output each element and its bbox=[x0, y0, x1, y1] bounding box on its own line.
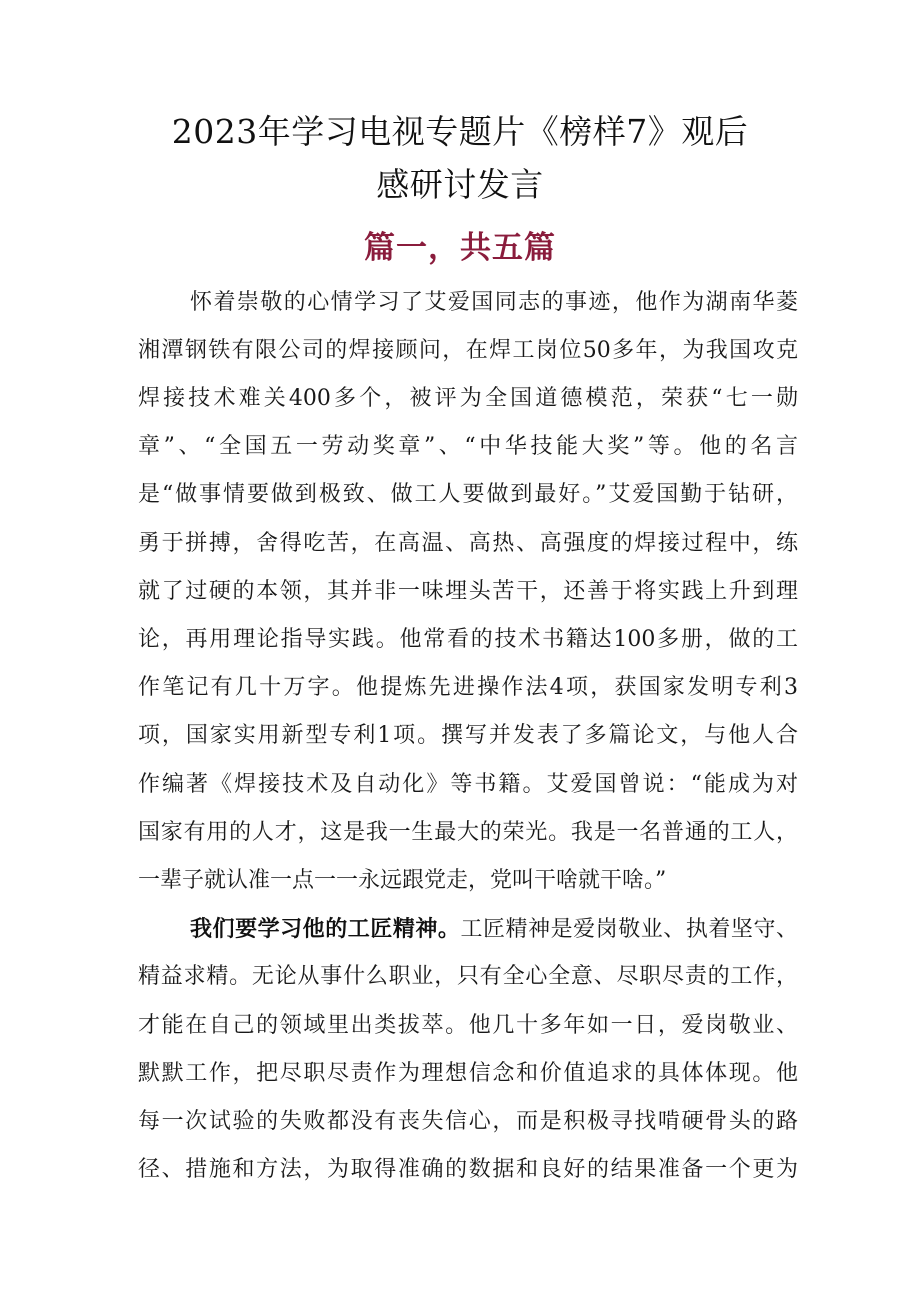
paragraph-line: 作编著《焊接技术及自动化》等书籍。艾爱国曾说：“能成为对 bbox=[138, 772, 798, 797]
document-title-line-1: 2023年学习电视专题片《榜样7》观后 bbox=[171, 112, 749, 151]
paragraph-line: 湘潭钢铁有限公司的焊接顾问，在焊工岗位50多年，为我国攻克 bbox=[138, 338, 798, 363]
paragraph-line: 精益求精。无论从事什么职业，只有全心全意、尽职尽责的工作， bbox=[138, 964, 798, 989]
paragraph-line: 是“做事情要做到极致、做工人要做到最好。”艾爱国勤于钻研， bbox=[138, 482, 798, 507]
paragraph-line: 作笔记有几十万字。他提炼先进操作法4项，获国家发明专利3 bbox=[138, 675, 798, 700]
paragraph-line: 才能在自己的领域里出类拔萃。他几十多年如一日，爱岗敬业、 bbox=[138, 1013, 798, 1038]
paragraph-lead-line bbox=[190, 914, 798, 945]
paragraph-line: 就了过硬的本领，其并非一味埋头苦干，还善于将实践上升到理 bbox=[138, 579, 798, 604]
document-subtitle: 篇一，共五篇 bbox=[364, 230, 556, 266]
document-title-line-2: 感研讨发言 bbox=[376, 165, 544, 204]
paragraph-line: 项，国家实用新型专利1项。撰写并发表了多篇论文，与他人合 bbox=[138, 723, 798, 748]
paragraph-line: 径、措施和方法，为取得准确的数据和良好的结果准备一个更为 bbox=[138, 1157, 798, 1182]
paragraph-line: 每一次试验的失败都没有丧失信心，而是积极寻找啃硬骨头的路 bbox=[138, 1109, 798, 1134]
paragraph-line: 默默工作，把尽职尽责作为理想信念和价值追求的具体体现。他 bbox=[138, 1061, 798, 1086]
paragraph-line: 一辈子就认准一点一一永远跟党走，党叫干啥就干啥。” bbox=[138, 868, 667, 893]
bold-lead-sentence: 我们要学习他的工匠精神。 bbox=[190, 916, 461, 942]
paragraph-line: 怀着崇敬的心情学习了艾爱国同志的事迹，他作为湖南华菱 bbox=[190, 290, 798, 315]
paragraph-line: 勇于拼搏，舍得吃苦，在高温、高热、高强度的焊接过程中，练 bbox=[138, 531, 798, 556]
paragraph-line: 焊接技术难关400多个，被评为全国道德模范，荣获“七一勋 bbox=[138, 386, 798, 411]
paragraph-line: 论，再用理论指导实践。他常看的技术书籍达100多册，做的工 bbox=[138, 627, 798, 652]
paragraph-line: 章”、“全国五一劳动奖章”、“中华技能大奖”等。他的名言 bbox=[138, 434, 798, 459]
paragraph-line: 国家有用的人才，这是我一生最大的荣光。我是一名普通的工人， bbox=[138, 820, 798, 845]
lead-sentence-rest: 工匠精神是爱岗敬业、执着坚守、 bbox=[460, 917, 798, 942]
